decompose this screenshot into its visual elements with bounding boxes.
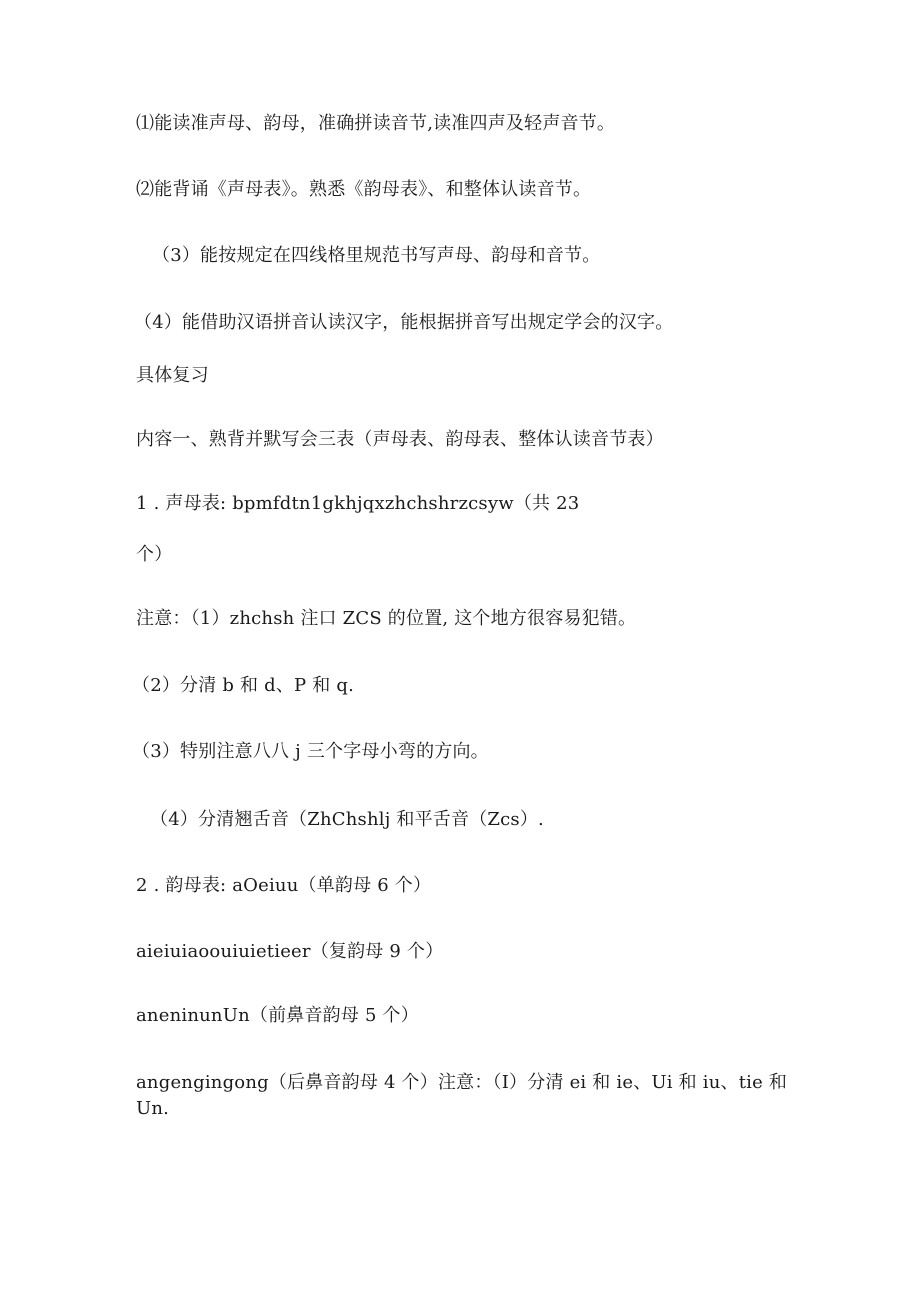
objective-3: （3）能按规定在四线格里规范书写声母、韵母和音节。 [152,245,601,266]
objective-2: ⑵能背诵《声母表》。熟悉《韵母表》、和整体认读音节。 [136,179,592,200]
content-one-title: 内容一、熟背并默写会三表（声母表、韵母表、整体认读音节表） [136,429,664,450]
note-1: 注意：（1）zhchsh 注口 ZCS 的位置, 这个地方很容易犯错。 [136,608,637,629]
front-nasal-finals: aneninunUn（前鼻音韵母 5 个） [136,1005,419,1026]
objective-1: ⑴能读准声母、韵母，准确拼读音节,读准四声及轻声音节。 [136,113,616,134]
note-3: （3）特别注意八八 j 三个字母小弯的方向。 [132,741,489,762]
note-4: （4）分清翘舌音（ZhChshlj 和平舌音（Zcs）. [150,809,544,830]
back-nasal-finals: angengingong（后鼻音韵母 4 个）注意：（I）分清 ei 和 ie、Ui 和 iu、tie 和 [136,1072,788,1093]
objective-4: （4）能借助汉语拼音认读汉字，能根据拼音写出规定学会的汉字。 [134,312,674,333]
back-nasal-finals-cont: Un. [136,1098,170,1119]
note-2: （2）分清 b 和 d、P 和 q. [132,675,355,696]
finals-table: 2 . 韵母表: aOeiuu（单韵母 6 个） [136,875,432,896]
compound-finals: aieiuiaoouiuietieer（复韵母 9 个） [136,941,444,962]
section-heading: 具体复习 [136,365,209,386]
initials-table-cont: 个） [136,544,173,565]
initials-table: 1 . 声母表: bpmfdtn1gkhjqxzhchshrzcsyw（共 23 [136,493,580,514]
